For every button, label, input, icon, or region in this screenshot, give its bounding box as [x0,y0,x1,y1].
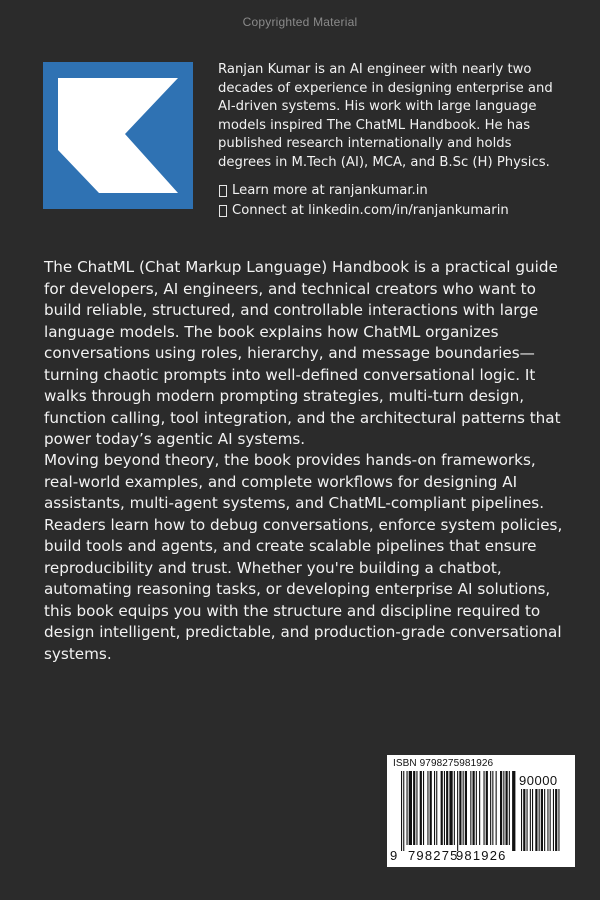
barcode-bar [476,771,477,845]
barcode-bar [457,771,458,851]
price-addon-bar [553,789,554,851]
missing-glyph-icon [219,185,227,197]
author-bio [218,61,568,173]
description-paragraph-1: The ChatML (Chat Markup Language) Handbook is a practical guide for developers, AI engineers, and technical creators who want to build reliable, structured, and controllable interactions with large language models. The book explains how ChatML organizes conversations using roles, hierarchy, and message boundaries—turning chaotic prompts into well-defined conversational logic. It walks through modern prompting strategies, multi-turn design, function calling, tool integration, and the architectural patterns that power today’s agentic AI systems. [44,258,561,448]
price-addon-bar [527,789,528,851]
ean-lead-digit: 9 [390,848,399,863]
barcode-bar [463,771,464,845]
barcode-bar [416,771,417,845]
price-code: 90000 [519,773,558,788]
barcode-bar [509,771,510,845]
description-paragraph-2: Moving beyond theory, the book provides hands-on frameworks, real-world examples, and complete workflows for designing AI assistants, multi-agent systems, and ChatML-compliant pipelines. Readers learn how to debug conversations, enforce system policies, build tools and agents, and create scalable pipelines that ensure reproducibility and trust. Whether you're building a chatbot, automating reasoning tasks, or developing enterprise AI solutions, this book equips you with the structure and discipline required to design intelligent, predictable, and production-grade conversational systems. [44,451,563,663]
barcode-bar [401,771,402,851]
watermark-top: Copyrighted Material [242,15,358,29]
barcode-bar [500,771,502,845]
linkedin-link-row [218,201,568,221]
barcode-bar [506,771,508,845]
barcode-bar [413,771,415,845]
website-link-row [218,181,568,201]
missing-glyph-icon [219,205,227,217]
price-addon-bar [523,789,525,851]
barcode-bar [407,771,408,845]
barcode-bar [434,771,435,845]
barcode-bar [503,771,504,845]
isbn-label: ISBN 9798275981926 [393,758,494,769]
price-addon-bar [541,789,543,851]
price-addon-bar [530,789,531,851]
ean-right-digits: 981926 [456,848,507,863]
barcode-bar [409,771,412,845]
website-link-text: Learn more at ranjankumar.in [232,183,428,198]
barcode-bar [470,771,471,845]
k-logo-icon [43,62,193,209]
barcode-bar [449,771,452,845]
ean-left-digits: 798275 [408,848,459,863]
barcode-bar [403,771,404,851]
barcode-bar [459,771,461,845]
barcode-bar [420,771,422,845]
barcode-bar [473,771,475,845]
price-addon-bar [535,789,537,851]
barcode-bar [427,771,428,845]
price-addon-bar [532,789,533,851]
barcode-bar [492,771,493,845]
price-addon-bar [521,789,522,851]
barcode-bar [430,771,432,845]
isbn-barcode [387,755,575,867]
barcode-bar [446,771,448,845]
barcode-bar [512,771,515,851]
barcode-bar [441,771,443,845]
author-links [218,181,568,221]
barcode-bar [496,771,497,845]
barcode-bar [436,771,437,845]
price-addon-bar [550,789,551,851]
barcode-bar [454,771,455,845]
barcode-bar [479,771,480,845]
price-addon-bar [547,789,548,851]
price-addon-bar [555,789,557,851]
price-addon-bar [544,789,545,851]
price-addon-bar [539,789,540,851]
barcode-bar [484,771,485,845]
barcode-bar [490,771,491,845]
barcode-bar [465,771,467,845]
barcode-bar [423,771,424,845]
barcode-bar [486,771,488,845]
price-addon-bar [558,789,559,851]
barcode-bar [444,771,445,845]
author-bio-text: Ranjan Kumar is an AI engineer with nearly two decades of experience in designing enterprise and AI-driven systems. His work with large language models inspired The ChatML Handbook. He has published research internationally and holds degrees in M.Tech (AI), MCA, and B.Sc (H) Physics. [218,62,553,170]
linkedin-link-text: Connect at linkedin.com/in/ranjankumarin [232,203,509,218]
